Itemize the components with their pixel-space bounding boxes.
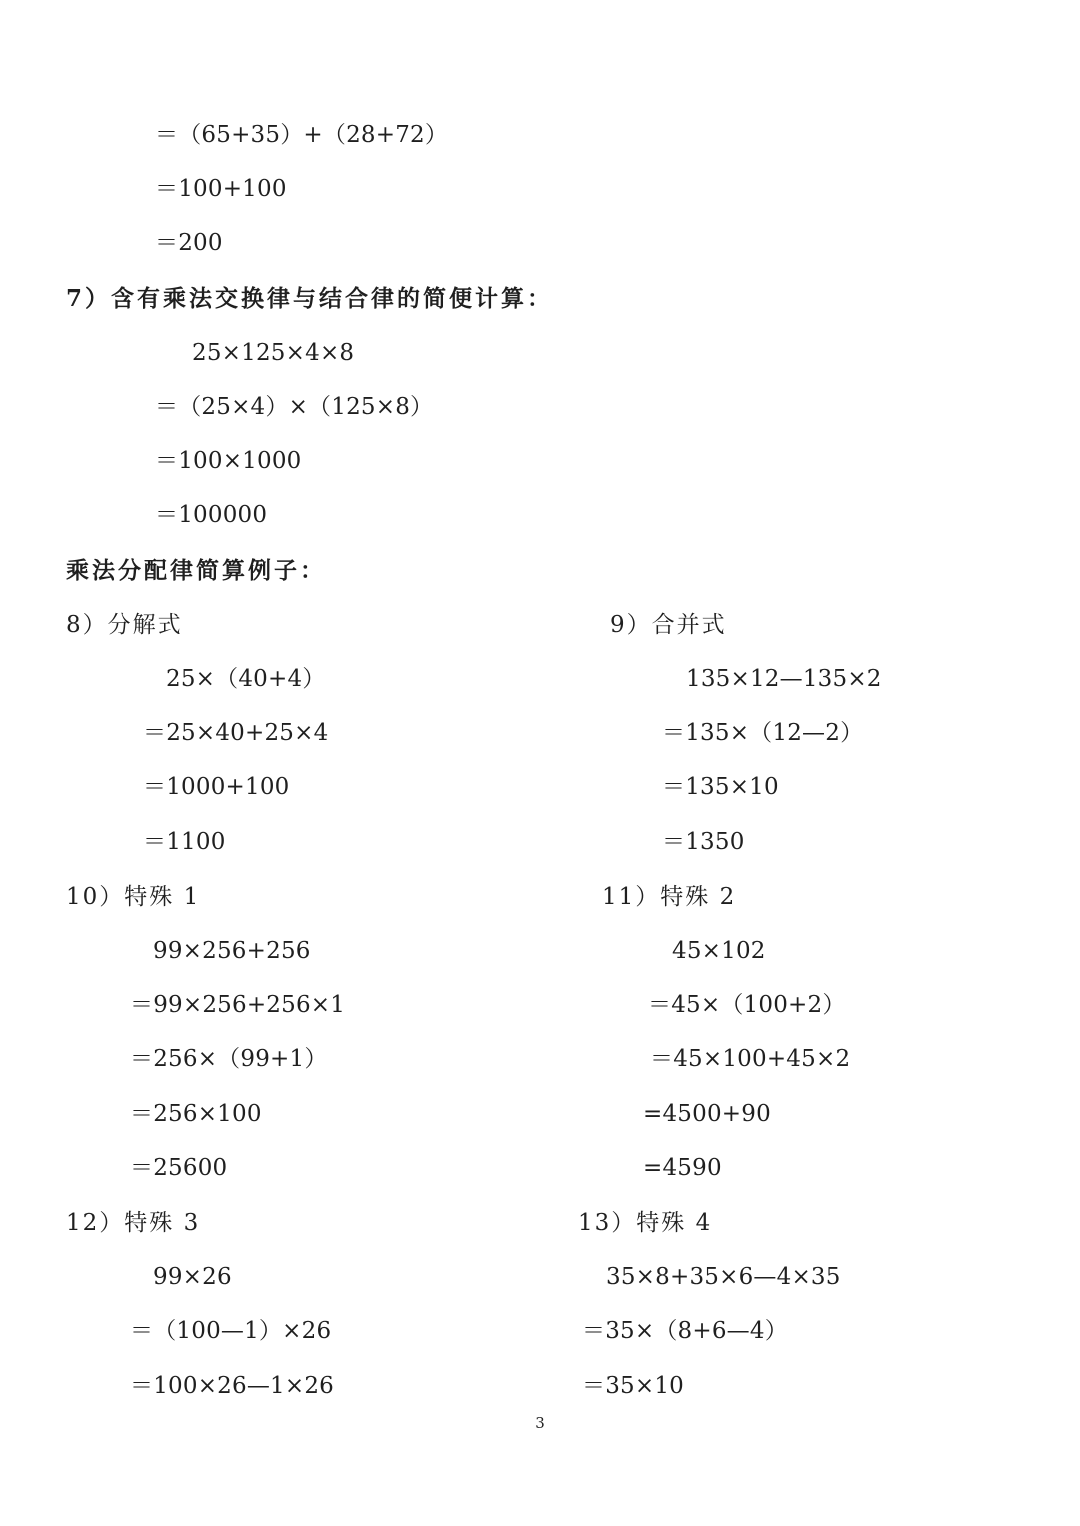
- example-title-11: 11）特殊 2: [602, 884, 737, 910]
- equation-line: ＝200: [155, 230, 223, 256]
- example-title-13: 13）特殊 4: [578, 1210, 713, 1236]
- equation-line: ＝25×40+25×4: [143, 720, 329, 746]
- page-number: 3: [535, 1414, 545, 1432]
- section-heading-7: 7）含有乘法交换律与结合律的简便计算：: [66, 285, 554, 312]
- equation-line: ＝（65+35）+（28+72）: [155, 122, 449, 148]
- equation-line: ＝35×10: [582, 1373, 685, 1399]
- equation-line: ＝135×10: [662, 774, 779, 800]
- equation-line: ＝25600: [130, 1155, 228, 1181]
- equation-line: ＝1350: [662, 829, 745, 855]
- example-title-8: 8）分解式: [66, 612, 183, 638]
- equation-line: ＝（100—1）×26: [130, 1318, 332, 1344]
- equation-line: ＝100+100: [155, 176, 287, 202]
- equation-line: 25×125×4×8: [192, 340, 355, 366]
- equation-line: ＝100×1000: [155, 448, 302, 474]
- section-heading-distributive: 乘法分配律简算例子：: [66, 557, 326, 584]
- equation-line: 25×（40+4）: [166, 666, 326, 692]
- equation-line: 99×256+256: [153, 938, 311, 964]
- equation-line: ＝（25×4）×（125×8）: [155, 394, 434, 420]
- equation-line: ＝35×（8+6—4）: [582, 1318, 788, 1344]
- equation-line: ＝45×（100+2）: [648, 992, 846, 1018]
- equation-line: 135×12—135×2: [686, 666, 882, 692]
- equation-line: ＝99×256+256×1: [130, 992, 346, 1018]
- equation-line: 99×26: [153, 1264, 232, 1290]
- example-title-12: 12）特殊 3: [66, 1210, 201, 1236]
- equation-line: ＝45×100+45×2: [650, 1046, 851, 1072]
- example-title-10: 10）特殊 1: [66, 884, 201, 910]
- equation-line: ＝256×（99+1）: [130, 1046, 328, 1072]
- equation-line: ＝1000+100: [143, 774, 290, 800]
- example-title-9: 9）合并式: [610, 612, 727, 638]
- equation-line: ＝1100: [143, 829, 226, 855]
- equation-line: ＝256×100: [130, 1101, 262, 1127]
- equation-line: 45×102: [672, 938, 766, 964]
- equation-line: =4590: [643, 1155, 722, 1181]
- equation-line: 35×8+35×6—4×35: [606, 1264, 841, 1290]
- equation-line: =4500+90: [643, 1101, 771, 1127]
- equation-line: ＝100000: [155, 502, 268, 528]
- equation-line: ＝135×（12—2）: [662, 720, 864, 746]
- equation-line: ＝100×26—1×26: [130, 1373, 335, 1399]
